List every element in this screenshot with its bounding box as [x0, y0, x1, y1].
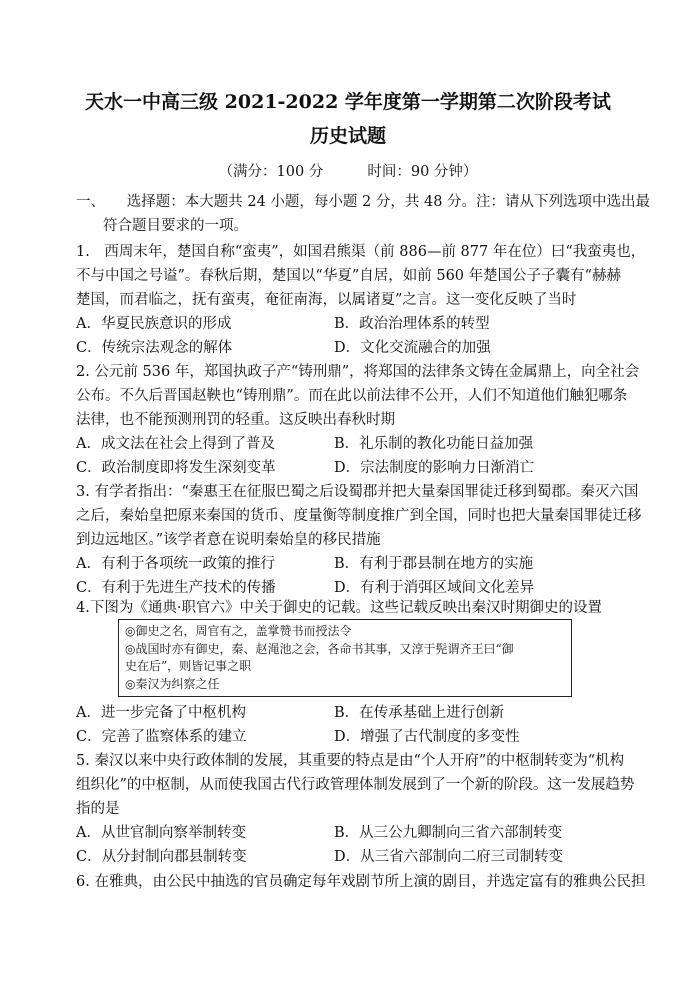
- q2-option-c: C．政治制度即将发生深刻变革: [76, 460, 276, 476]
- q5-option-b: B．从三公九卿制向三省六部制转变: [334, 825, 563, 841]
- q3-stem-3: 到边远地区。”该学者意在说明秦始皇的移民措施: [76, 532, 381, 548]
- q4-stem: 4.下图为《通典·职官六》中关于御史的记载。这些记载反映出秦汉时期御史的设置: [76, 600, 602, 616]
- q4-option-b: B．在传承基础上进行创新: [334, 705, 505, 721]
- exam-meta: [0, 160, 696, 181]
- q2-stem-2: 公布。不久后晋国赵鞅也“铸刑鼎”。而在此以前法律不公开，人们不知道他们触犯哪条: [76, 388, 628, 404]
- q3-option-b: B．有利于郡县制在地方的实施: [334, 556, 534, 572]
- q6-stem: 6. 在雅典，由公民中抽选的官员确定每年戏剧节所上演的剧目，并选定富有的雅典公民担: [76, 874, 646, 890]
- exam-time: 时间：90 分钟）: [367, 164, 478, 180]
- q3-option-d: D．有利于消弭区域间文化差异: [334, 580, 535, 596]
- q5-stem-2: 组织化”的中枢制，从而使我国古代行政管理体制发展到了一个新的阶段。这一发展趋势: [76, 777, 635, 793]
- q2-stem-3: 法律，也不能预测刑罚的轻重。这反映出春秋时期: [76, 412, 395, 428]
- q1-stem-2: 不与中国之号谥”。春秋后期，楚国以“华夏”自居，如前 560 年楚国公子子囊有“赫赫: [76, 268, 622, 284]
- q1-option-a: A．华夏民族意识的形成: [76, 316, 232, 332]
- section-heading: 一、 选择题：本大题共 24 小题，每小题 2 分，共 48 分。注：请从下列选项中选出最: [76, 194, 651, 210]
- q2-stem: 2. 公元前 536 年，郑国执政子产“铸刑鼎”，将郑国的法律条文铸在金属鼎上，向全社会: [76, 364, 640, 380]
- section-heading-cont: 符合题目要求的一项。: [103, 218, 248, 234]
- q2-option-a: A．成文法在社会上得到了普及: [76, 436, 275, 452]
- q2-option-d: D．宗法制度的影响力日渐消亡: [334, 460, 535, 476]
- q2-option-b: B．礼乐制的教化功能日益加强: [334, 436, 534, 452]
- q1-stem-3: 楚国，而君临之，抚有蛮夷，奄征南海，以属诸夏”之言。这一变化反映了当时: [76, 292, 577, 308]
- q4-quote-line: ◎秦汉为纠察之任: [125, 676, 220, 691]
- q5-stem: 5. 秦汉以来中央行政体制的发展，其重要的特点是由“个人开府”的中枢制转变为“机构: [76, 753, 625, 769]
- q1-stem: 1. 西周末年，楚国自称“蛮夷”，如国君熊渠（前 886—前 877 年在位）曰“我蛮夷也，: [76, 244, 646, 260]
- q4-quote-line: ◎战国时亦有御史，秦、赵渑池之会，各命书其事，又淳于髡谓齐王曰“御: [125, 641, 514, 656]
- exam-subject: 历史试题: [309, 125, 386, 147]
- q4-option-a: A．进一步完备了中枢机构: [76, 705, 246, 721]
- q5-option-a: A．从世官制向察举制转变: [76, 825, 246, 841]
- q5-option-c: C．从分封制向郡县制转变: [76, 849, 247, 865]
- q5-option-d: D．从三省六部制向二府三司制转变: [334, 849, 564, 865]
- full-score: （满分：100 分: [218, 164, 324, 180]
- q5-stem-3: 指的是: [76, 801, 120, 817]
- q3-stem-2: 之后，秦始皇把原来秦国的货币、度量衡等制度推广到全国，同时也把大量秦国罪徒迁移: [76, 508, 642, 524]
- q3-option-a: A．有利于各项统一政策的推行: [76, 556, 275, 572]
- q4-option-d: D．增强了古代制度的多变性: [334, 729, 520, 745]
- q3-option-c: C．有利于先进生产技术的传播: [76, 580, 276, 596]
- q1-option-d: D．文化交流融合的加强: [334, 340, 491, 356]
- q1-option-b: B．政治治理体系的转型: [334, 316, 490, 332]
- q1-option-c: C．传统宗法观念的解体: [76, 340, 233, 356]
- q3-stem: 3. 有学者指出：“秦惠王在征服巴蜀之后设蜀郡并把大量秦国罪徒迁移到蜀郡。秦灭六国: [76, 484, 639, 500]
- exam-title: 天水一中高三级 2021-2022 学年度第一学期第二次阶段考试: [85, 91, 611, 113]
- q4-quote-line: ◎御史之名，周官有之，盖掌赞书而授法令: [125, 624, 352, 638]
- q4-quote-line: 史在后”，则皆记事之职: [125, 659, 252, 673]
- q4-quote-box: [118, 619, 572, 697]
- q4-option-c: C．完善了监察体系的建立: [76, 729, 247, 745]
